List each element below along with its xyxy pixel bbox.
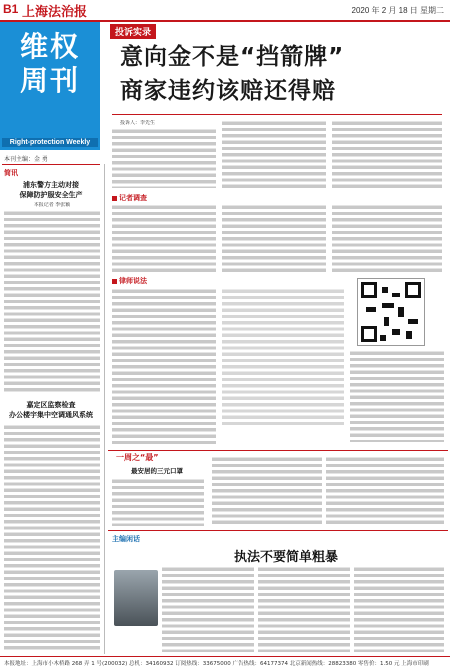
section-banner (0, 22, 100, 150)
brief-kicker: 简讯 (4, 169, 18, 177)
brief2-text (4, 424, 100, 652)
section-title: 维权 周刊 (19, 30, 80, 97)
weekly-item-text (112, 478, 204, 526)
section-title-english: Right-protection Weekly (2, 138, 98, 147)
masthead-bar (0, 0, 450, 20)
headline-rule (112, 114, 442, 115)
weekly-text-col2 (212, 456, 322, 526)
editor-credit: 本刊主编：金 勇 (4, 156, 48, 163)
lawyer-quote-column (222, 288, 344, 428)
author-photo (114, 570, 158, 626)
page-number: B1 (3, 2, 19, 16)
page-footer: 本报地址：上海市小木桥路 268 弄 1 号(200032) 总机：34160932 订阅热线：33675000 广告热线：64177374 北京新闻热线：28823380 零售价：1.50 元 上海市印刷 (0, 656, 450, 668)
commentary-text-col1 (162, 566, 254, 652)
commentary-rule (108, 530, 448, 531)
bullet-icon (112, 279, 117, 284)
brief1-text (4, 210, 100, 394)
weekly-title: 一周之“最” (116, 453, 159, 462)
commentary-kicker: 主编闲话 (112, 535, 140, 543)
column-divider (104, 164, 105, 654)
commentary-text-col3 (354, 566, 444, 652)
investigation-text-col3 (332, 204, 442, 272)
commentary-text-col2 (258, 566, 350, 652)
issue-date: 2020 年 2 月 18 日 星期二 (351, 6, 444, 15)
brief-rule (2, 164, 100, 165)
qr-code-image (357, 278, 425, 346)
paper-logo: 上海法治报 (22, 5, 88, 20)
story-kicker: 投诉实录 (110, 24, 156, 39)
investigation-text-col2 (222, 204, 326, 272)
weekly-item-title: 最安居的三元口罩 (131, 467, 183, 475)
story-text-col2 (222, 120, 326, 188)
lawyer-text-col1 (112, 288, 216, 444)
section-heading-investigation: 记者调查 (112, 193, 147, 203)
bullet-icon (112, 196, 117, 201)
commentary-title: 执法不要简单粗暴 (234, 550, 339, 565)
brief1-author: 本报记者 季张颖 (33, 202, 71, 208)
story-headline: 意向金不是“挡箭牌” 商家违约该赔还得赔 (120, 44, 345, 104)
investigation-text-col1 (112, 204, 216, 272)
weekly-rule (108, 450, 448, 451)
weekly-text-col3 (326, 456, 444, 526)
section-heading-lawyer: 律师说法 (112, 276, 147, 286)
qr-side-text (350, 350, 444, 442)
brief2-title: 嘉定区监察检查 办公楼宇集中空调通风系统 (9, 401, 93, 419)
story-byline: 投诉人：李先生 (120, 120, 156, 126)
story-text-col3 (332, 120, 442, 188)
brief1-title: 浦东警方主动对接 保障防护服安全生产 (19, 181, 83, 199)
story-text-col1 (112, 128, 216, 188)
